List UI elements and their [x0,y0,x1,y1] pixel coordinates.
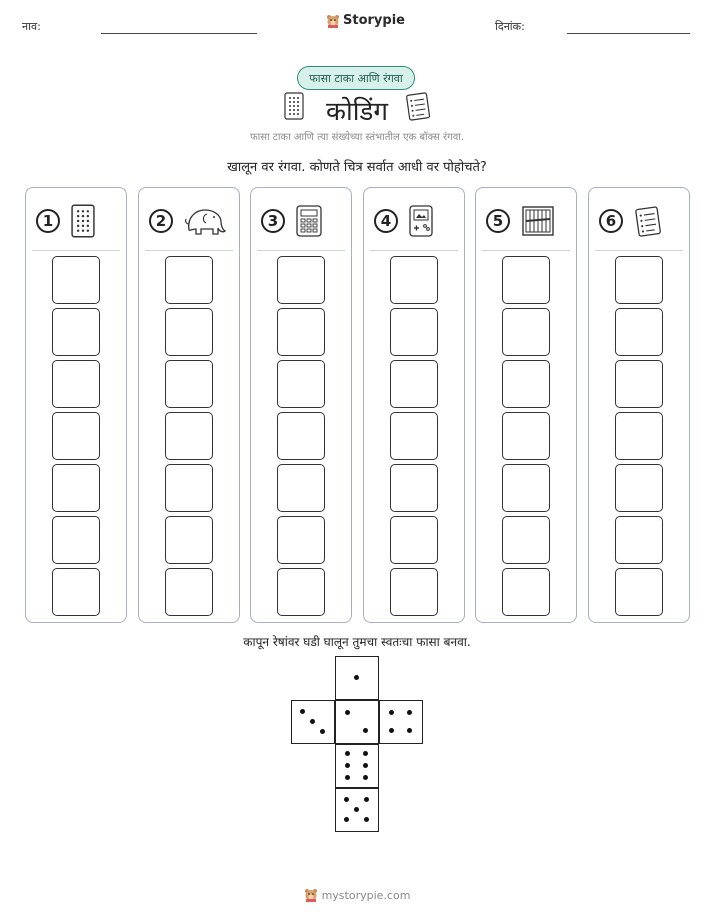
column-number: 3 [261,209,285,233]
name-label: नाव: [22,20,41,33]
elephant-icon [183,204,227,238]
color-box[interactable] [165,256,213,304]
die-pip [389,728,394,733]
instruction: खालून वर रंगवा. कोणते चित्र सर्वात आधी वर पोहोचते? [227,160,487,175]
die-pip [364,797,369,802]
color-box[interactable] [615,464,663,512]
die-pip [363,751,368,756]
color-box[interactable] [165,412,213,460]
column-header [486,203,570,239]
die-pip [407,728,412,733]
color-box[interactable] [390,464,438,512]
calculator-icon [295,204,323,238]
color-box[interactable] [390,308,438,356]
color-box[interactable] [165,516,213,564]
column-divider [145,250,233,251]
color-box[interactable] [165,464,213,512]
color-box[interactable] [165,360,213,408]
color-box[interactable] [277,412,325,460]
brand-logo [326,13,405,28]
date-line [567,33,690,34]
cut-instruction: कापून रेषांवर घडी घालून तुमचा स्वतःचा फासा बनवा. [243,635,471,649]
page-title: कोडिंग [326,97,388,127]
brand-name: Storypie [343,13,405,28]
die-pip [363,763,368,768]
footer-url: mystorypie.com [321,888,411,902]
die-face-2 [335,700,379,744]
checklist-icon [404,91,432,121]
bear-mascot-icon [326,14,340,28]
color-box[interactable] [52,516,100,564]
color-box[interactable] [277,568,325,616]
die-pip [344,817,349,822]
die-face-6 [335,744,379,788]
column-header [149,203,233,239]
column-number: 5 [486,209,510,233]
die-pip [363,728,368,733]
color-box[interactable] [277,308,325,356]
color-box[interactable] [165,568,213,616]
column-number: 6 [599,209,623,233]
color-box[interactable] [502,412,550,460]
color-box[interactable] [502,308,550,356]
die-pip [345,751,350,756]
color-box[interactable] [615,360,663,408]
color-box[interactable] [390,256,438,304]
die-pip [345,710,350,715]
checklist-icon [633,204,663,238]
die-pip [300,709,305,714]
color-box[interactable] [52,412,100,460]
color-box[interactable] [502,516,550,564]
color-box[interactable] [615,256,663,304]
die-pip [320,729,325,734]
name-line [101,33,257,34]
column-6 [588,187,690,623]
column-number: 4 [374,209,398,233]
color-box[interactable] [52,360,100,408]
die-pip [389,710,394,715]
color-box[interactable] [390,360,438,408]
column-number: 1 [36,209,60,233]
footer [0,888,714,902]
column-divider [370,250,458,251]
color-box[interactable] [277,464,325,512]
color-box[interactable] [502,568,550,616]
die-pip [354,675,359,680]
subtitle: फासा टाका आणि त्या संख्येच्या स्तंभातील एक बॉक्स रंगवा. [249,132,465,143]
column-header [36,203,120,239]
color-box[interactable] [502,464,550,512]
color-box[interactable] [502,360,550,408]
color-box[interactable] [52,308,100,356]
die-pip [344,797,349,802]
loom-icon [520,204,556,238]
color-box[interactable] [390,568,438,616]
color-box[interactable] [390,412,438,460]
die-pip [363,775,368,780]
color-box[interactable] [277,360,325,408]
column-header [374,203,458,239]
color-box[interactable] [277,516,325,564]
color-box[interactable] [615,412,663,460]
color-box[interactable] [165,308,213,356]
column-divider [257,250,345,251]
bear-mascot-icon [304,888,318,902]
column-5 [475,187,577,623]
die-pip [407,710,412,715]
column-divider [32,250,120,251]
abacus-icon [284,92,304,120]
color-box[interactable] [502,256,550,304]
column-divider [482,250,570,251]
column-header [599,203,683,239]
die-pip [364,817,369,822]
color-box[interactable] [615,516,663,564]
column-1 [25,187,127,623]
color-box[interactable] [615,308,663,356]
die-face-5 [335,788,379,832]
die-pip [354,807,359,812]
color-box[interactable] [52,256,100,304]
color-box[interactable] [52,464,100,512]
die-pip [345,763,350,768]
die-face-4 [379,700,423,744]
column-number: 2 [149,209,173,233]
activity-tag: फासा टाका आणि रंगवा [297,66,415,90]
die-face-1 [335,656,379,700]
color-box[interactable] [277,256,325,304]
abacus-icon [70,204,96,238]
column-divider [595,250,683,251]
column-2 [138,187,240,623]
die-pip [345,775,350,780]
game-console-icon [408,204,434,238]
column-3 [250,187,352,623]
die-pip [310,719,315,724]
column-4 [363,187,465,623]
color-box[interactable] [390,516,438,564]
color-box[interactable] [52,568,100,616]
column-header [261,203,345,239]
color-box[interactable] [615,568,663,616]
date-label: दिनांक: [495,20,525,33]
die-face-3 [291,700,335,744]
